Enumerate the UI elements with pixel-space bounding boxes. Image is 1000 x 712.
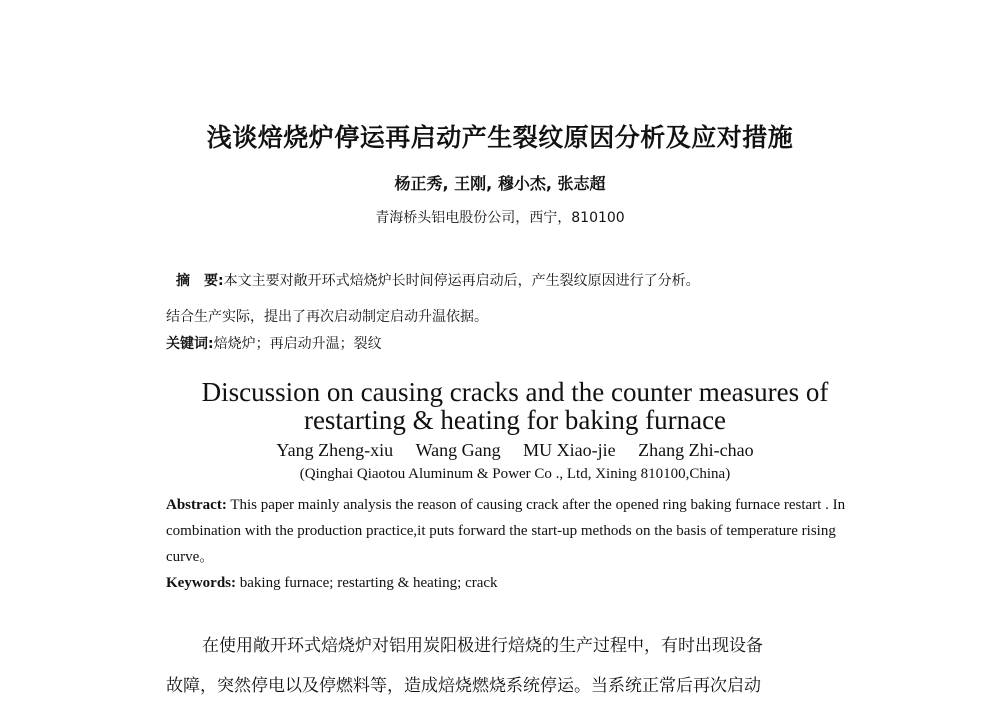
english-affiliation: (Qinghai Qiaotou Aluminum & Power Co ., Ltd, Xining 810100,China) <box>299 466 731 482</box>
english-title-line-2: restarting & heating for baking furnace <box>303 405 727 435</box>
english-keywords <box>166 575 866 592</box>
english-author-2: Wang Gang <box>415 440 501 460</box>
chinese-abstract-label: 摘 要: <box>176 273 224 289</box>
chinese-keywords <box>166 334 866 354</box>
chinese-abstract-text-1: 本文主要对敞开环式焙烧炉长时间停运再启动后，产生裂纹原因进行了分析。 <box>223 273 700 289</box>
english-keywords-label: Keywords: <box>166 575 236 591</box>
chinese-keywords-label: 关键词: <box>166 336 214 352</box>
english-author-4: Zhang Zhi-chao <box>638 440 754 460</box>
english-title-line-1: Discussion on causing cracks and the counter measures of <box>201 377 829 407</box>
english-authors <box>0 440 1000 461</box>
chinese-abstract-line-2: 结合生产实际，提出了再次启动制定启动升温依据。 <box>166 309 488 325</box>
english-author-1: Yang Zheng-xiu <box>276 440 394 460</box>
body-paragraph-line-1: 在使用敞开环式焙烧炉对铝用炭阳极进行焙烧的生产过程中，有时出现设备 <box>202 636 763 656</box>
english-abstract-text: This paper mainly analysis the reason of causing crack after the opened ring baking furnace restart . In combination with the production practice,it puts forward the start-up methods on the basis of temperature rising curve。 <box>166 497 846 565</box>
english-abstract <box>166 492 866 570</box>
english-abstract-label: Abstract: <box>166 497 227 513</box>
english-title <box>0 378 1000 434</box>
chinese-keywords-text: 焙烧炉；再启动升温；裂纹 <box>213 336 382 352</box>
english-keywords-text: baking furnace; restarting & heating; crack <box>239 575 498 591</box>
chinese-authors: 杨正秀, 王刚, 穆小杰, 张志超 <box>394 174 606 193</box>
chinese-abstract-line-1 <box>176 271 876 291</box>
english-author-3: MU Xiao-jie <box>523 440 616 460</box>
chinese-affiliation: 青海桥头铝电股份公司，西宁，810100 <box>375 210 625 226</box>
chinese-title: 浅谈焙烧炉停运再启动产生裂纹原因分析及应对措施 <box>206 123 794 152</box>
body-paragraph-line-2: 故障，突然停电以及停燃料等，造成焙烧燃烧系统停运。当系统正常后再次启动 <box>166 676 761 696</box>
